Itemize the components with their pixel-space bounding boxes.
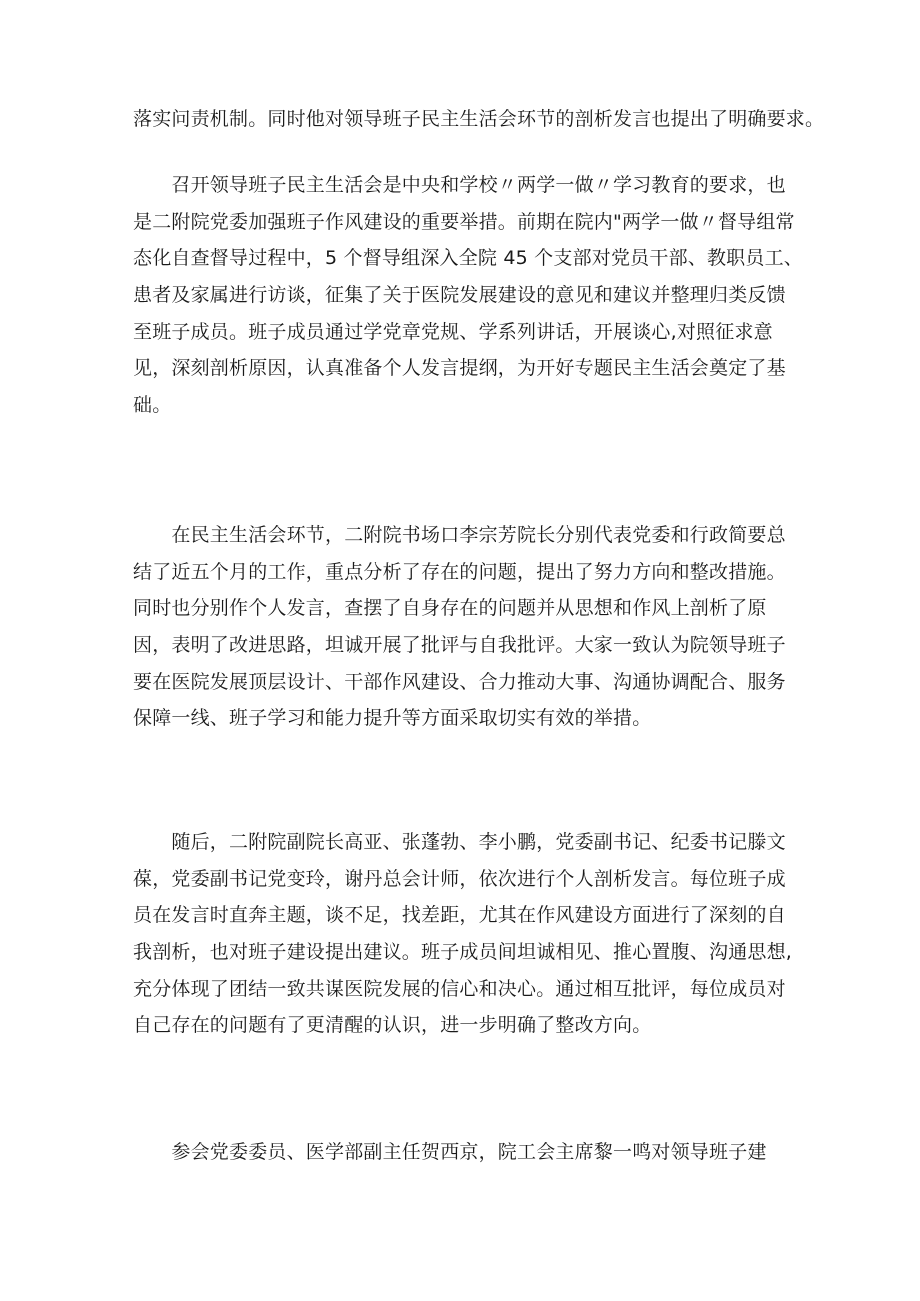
- paragraph-2: [133, 167, 803, 424]
- text-line: 在民主生活会环节，二附院书场口李宗芳院长分别代表党委和行政简要总: [133, 524, 786, 546]
- text-line: 至班子成员。班子成员通过学党章党规、学系列讲话，开展谈心,对照征求意: [133, 320, 773, 343]
- text-line: 随后，二附院副院长高亚、张蓬勃、李小鹏，党委副书记、纪委书记滕文: [133, 831, 786, 853]
- text-line: 员在发言时直奔主题，谈不足，找差距，尤其在作风建设方面进行了深刻的自: [133, 904, 786, 927]
- text-line: 保障一线、班子学习和能力提升等方面采取切实有效的举措。: [133, 707, 652, 730]
- text-line: 自己存在的问题有了更清醒的认识，进一步明确了整改方向。: [133, 1014, 652, 1037]
- text-line: 召开领导班子民主生活会是中央和学校〃两学一做〃学习教育的要求，也: [133, 174, 786, 196]
- text-line: 同时也分别作个人发言，查摆了自身存在的问题并从思想和作风上剖析了原: [133, 597, 767, 620]
- text-line: 充分体现了团结一致共谋医院发展的信心和决心。通过相互批评，每位成员对: [133, 977, 786, 1000]
- text-line: 我剖析，也对班子建设提出建议。班子成员间坦诚相见、推心置腹、沟通思想,: [133, 941, 793, 964]
- text-line: 葆，党委副书记党变玲，谢丹总会计师，依次进行个人剖析发言。每位班子成: [133, 867, 786, 890]
- paragraph-5: [133, 1134, 789, 1171]
- text-line: 础。: [133, 394, 172, 417]
- text-line: 参会党委委员、医学部副主任贺西京，院工会主席黎一鸣对领导班子建: [133, 1141, 767, 1163]
- text-line: 见，深刻剖析原因，认真准备个人发言提纲，为开好专题民主生活会奠定了基: [133, 357, 786, 380]
- paragraph-3: [133, 517, 789, 737]
- text-line: 落实问责机制。同时他对领导班子民主生活会环节的剖析发言也提出了明确要求。: [133, 108, 825, 130]
- text-line: 结了近五个月的工作，重点分析了存在的问题，提出了努力方向和整改措施。: [133, 560, 786, 583]
- paragraph-1: [133, 101, 825, 138]
- text-line: 是二附院党委加强班子作风建设的重要举措。前期在院内"两学一做〃督导组常: [133, 210, 795, 233]
- text-line: 要在医院发展顶层设计、干部作风建设、合力推动大事、沟通协调配合、服务: [133, 670, 786, 693]
- text-line: 患者及家属进行访谈，征集了关于医院发展建设的意见和建议并整理归类反馈: [133, 284, 786, 307]
- paragraph-4: [133, 824, 793, 1044]
- text-line: 态化自查督导过程中，5 个督导组深入全院 45 个支部对党员干部、教职员工、: [133, 247, 803, 270]
- text-line: 因，表明了改进思路，坦诚开展了批评与自我批评。大家一致认为院领导班子: [133, 634, 786, 657]
